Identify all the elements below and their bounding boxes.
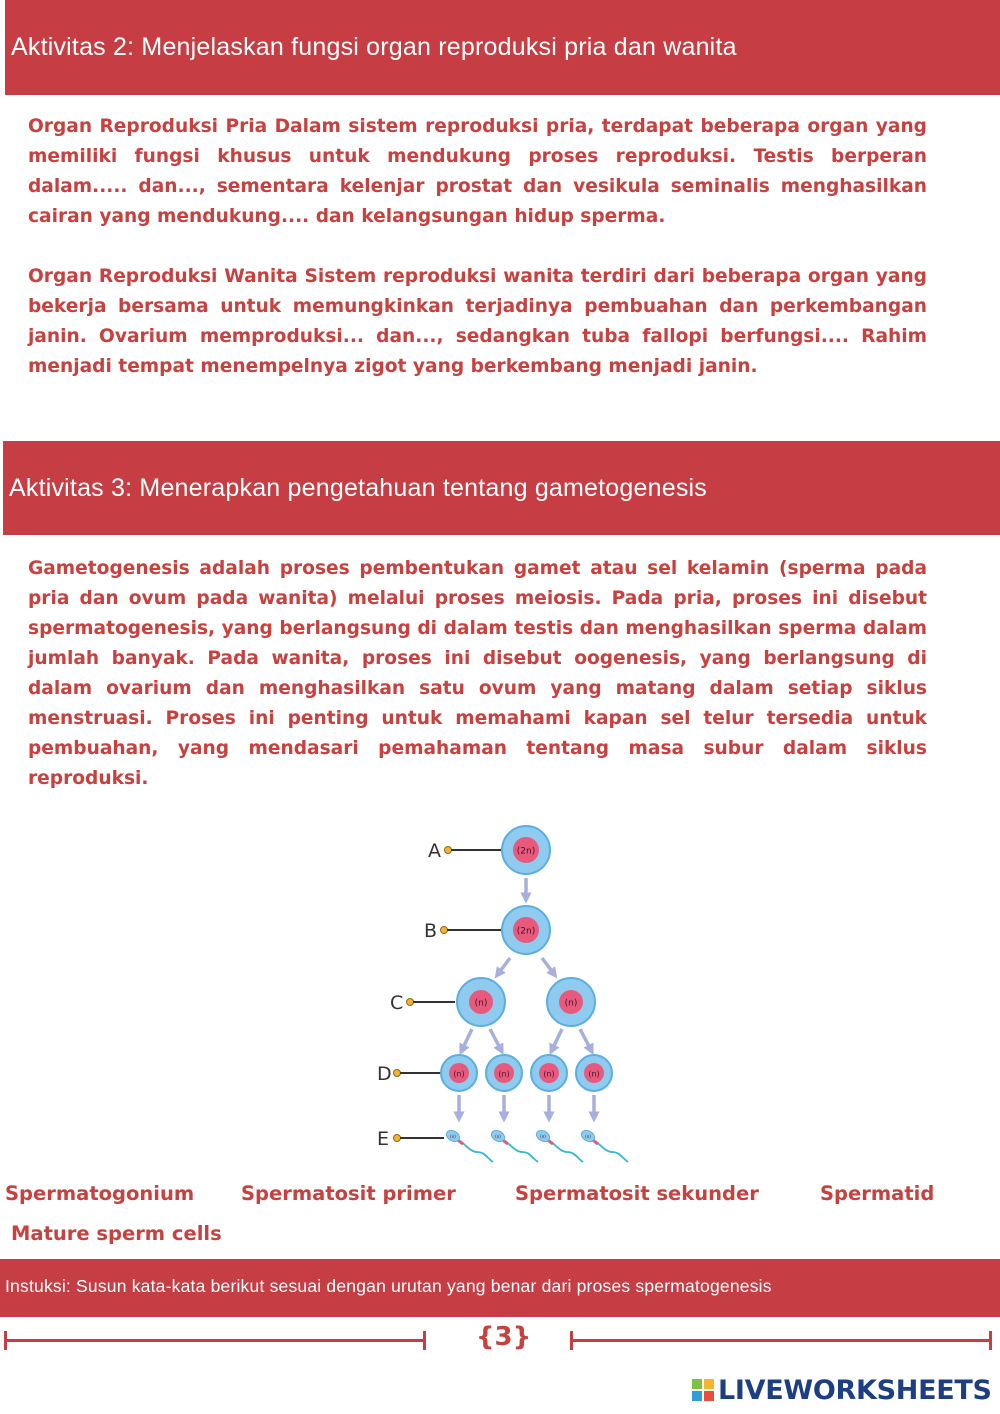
page-number: {3}	[476, 1322, 532, 1352]
spermatogenesis-diagram	[360, 822, 640, 1172]
division-arrow	[462, 1029, 472, 1050]
cell-ploidy-label: (n)	[564, 998, 578, 1009]
sperm-cell-icon	[534, 1128, 583, 1162]
liveworksheets-logo-icon	[692, 1379, 714, 1401]
stage-label-a: A	[428, 840, 441, 862]
cell-ploidy-label: (n)	[453, 1069, 465, 1079]
word-spermatid[interactable]: Spermatid	[820, 1182, 935, 1205]
cell-ploidy-label: (2n)	[516, 846, 536, 857]
cell-ploidy-label: (n)	[540, 1134, 546, 1139]
instruction-text: Instuksi: Susun kata-kata berikut sesuai dengan urutan yang benar dari proses spermatogenesis	[5, 1276, 772, 1296]
footer-rule-right	[570, 1339, 992, 1342]
division-arrow	[552, 1029, 562, 1050]
footer-rule-cap	[423, 1331, 426, 1350]
stage-label-b: B	[424, 920, 438, 942]
liveworksheets-wordmark: LIVEWORKSHEETS	[718, 1374, 992, 1406]
activity3-title: Aktivitas 3: Menerapkan pengetahuan tentang gametogenesis	[9, 474, 707, 502]
footer-rule-cap	[989, 1331, 992, 1350]
liveworksheets-logo[interactable]	[692, 1374, 992, 1406]
instruction-bar	[0, 1259, 1000, 1317]
stage-pointer-dot	[407, 999, 414, 1006]
activity2-title: Aktivitas 2: Menjelaskan fungsi organ reproduksi pria dan wanita	[11, 33, 737, 61]
cell-ploidy-label: (n)	[498, 1069, 510, 1079]
division-arrow	[498, 958, 510, 974]
cell-ploidy-label: (n)	[588, 1069, 600, 1079]
stage-label-c: C	[390, 992, 404, 1014]
division-arrow	[490, 1029, 501, 1050]
stage-pointer-dot	[394, 1070, 401, 1077]
cell-ploidy-label: (n)	[450, 1134, 456, 1139]
stage-pointer-dot	[394, 1135, 401, 1142]
word-spermatosit-primer[interactable]: Spermatosit primer	[241, 1182, 456, 1205]
word-mature-sperm-cells[interactable]: Mature sperm cells	[11, 1222, 222, 1245]
division-arrow	[542, 958, 554, 974]
footer-rule-cap	[570, 1331, 573, 1350]
cell-ploidy-label: (n)	[543, 1069, 555, 1079]
gametogenesis-paragraph: Gametogenesis adalah proses pembentukan gamet atau sel kelamin (sperma pada pria dan ovum pada wanita) melalui proses meiosis. Pada pria, proses ini disebut spermatogenesis, yang berlangsung di dalam testis dan menghasilkan sperma dalam jumlah banyak. Pada wanita, proses ini disebut oogenesis, yang berlangsung di dalam ovarium dan menghasilkan satu ovum yang matang dalam setiap siklus menstruasi. Proses ini penting untuk memahami kapan sel telur tersedia untuk pembuahan, yang mendasari pemahaman tentang masa subur dalam siklus reproduksi.	[28, 558, 927, 789]
cell-ploidy-label: (n)	[585, 1134, 591, 1139]
division-arrow	[580, 1029, 591, 1050]
word-spermatosit-sekunder[interactable]: Spermatosit sekunder	[515, 1182, 759, 1205]
activity3-header	[3, 441, 1000, 535]
footer-rule-cap	[4, 1331, 7, 1350]
cell-ploidy-label: (2n)	[516, 926, 536, 937]
word-spermatogonium[interactable]: Spermatogonium	[5, 1182, 195, 1205]
activity2-header	[5, 0, 1000, 95]
stage-pointer-dot	[445, 847, 452, 854]
sperm-cell-icon	[444, 1128, 493, 1162]
stage-label-e: E	[377, 1128, 390, 1150]
cell-ploidy-label: (n)	[495, 1134, 501, 1139]
footer-rule-left	[4, 1339, 426, 1342]
male-organs-paragraph: Organ Reproduksi Pria Dalam sistem reproduksi pria, terdapat beberapa organ yang memiliki fungsi khusus untuk mendukung proses reproduksi. Testis berperan dalam..... dan..., sementara kelenjar prostat dan vesikula seminalis menghasilkan cairan yang mendukung.... dan kelangsungan hidup sperma.	[28, 116, 927, 227]
stage-pointer-dot	[441, 927, 448, 934]
sperm-cell-icon	[579, 1128, 628, 1162]
stage-label-d: D	[377, 1063, 392, 1085]
female-organs-paragraph: Organ Reproduksi Wanita Sistem reproduksi wanita terdiri dari beberapa organ yang bekerja bersama untuk memungkinkan terjadinya pembuahan dan perkembangan janin. Ovarium memproduksi... dan..., sedangkan tuba fallopi berfungsi.... Rahim menjadi tempat menempelnya zigot yang berkembang menjadi janin.	[28, 266, 927, 377]
cell-ploidy-label: (n)	[474, 998, 488, 1009]
sperm-cell-icon	[489, 1128, 538, 1162]
